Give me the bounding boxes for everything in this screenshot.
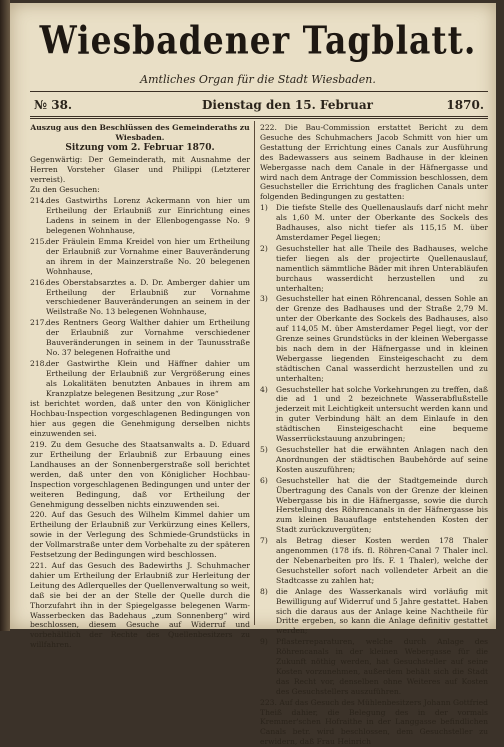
- issue-date: Dienstag den 15. Februar: [202, 98, 373, 112]
- right-intro: 222. Die Bau-Commission erstattet Bericht zu dem Gesuche des Schuhmachers Jacob Schmitt von hier um Gestattung der Errichtung eines Canals zur Ausführung des Badewassers aus seinem Badhause in der kleinen Webergasse nach dem Canale in der Häfnergasse und wird nach dem Antrage der Commission beschlossen, dem Gesuchsteller die Errichtung des fraglichen Canals unter folgenden Bedingungen zu gestatten:: [260, 123, 488, 202]
- issue-year: 1870.: [446, 98, 484, 112]
- list-item: 214.des Gastwirths Lorenz Ackermann von hier um Ertheilung der Erlaubniß zur Einrichtung eines Ladens in seinem in der Ellenbogengasse No. 9 belegenen Wohnhause,: [30, 196, 250, 236]
- header-rule-bottom-double: [30, 118, 488, 119]
- issue-number: № 38.: [34, 98, 73, 112]
- paragraph: ist berichtet worden, daß unter den von Königlicher Hochbau-Inspection vorgeschlagenen Bedingungen von hier aus gegen die Genehmigung derselben nichts einzuwenden sei.: [30, 399, 250, 439]
- right-column: [260, 123, 488, 747]
- list-item: 215.der Fräulein Emma Kreidel von hier um Ertheilung der Erlaubniß zur Vornahme einer Bauveränderung an ihrem in der Mainzerstraße No. 20 belegenen Wohnhause,: [30, 236, 250, 276]
- list-item: 6) Gesuchsteller hat die der Stadtgemeinde durch Übertragung des Canals von der Grenze der kleinen Webergasse bis in die Häfnergasse, sowie die durch Herstellung des Röhrencanals in der Häfnergasse bis zum kleinen Bauauflage entstehenden Kosten der Stadt zurückzuvergüten;: [260, 475, 488, 535]
- left-items-list: [30, 196, 250, 398]
- closing-paragraph: 223. Auf das Gesuch des Mühlenbesitzers Johann Gottfried Theiß dahier, die Belegung des in der vormals Kremmer'schen Hofraithe in der Langgasse befindlichen Canals betr. wird beschlossen, dem Gesuchsteller zu erwidern, daß Frau Heinrich: [260, 697, 488, 747]
- list-item: 217.des Rentners Georg Walther dahier um Ertheilung der Erlaubniß zur Vornahme verschiedener Bauveränderungen in seinem in der Taunusstraße No. 37 belegenen Hofraithe und: [30, 318, 250, 357]
- present-note: Gegenwärtig: Der Gemeinderath, mit Ausnahme der Herren Vorsteher Glaser und Philippi (Letzterer verreist).: [30, 154, 250, 184]
- list-item: 8) die Anlage des Wasserkanals wird vorläufig mit Bewilligung auf Widerruf und 5 Jahre gestattet. Haben sich die daraus aus der Anlage keine Nachtheile für Dritte ergeben, so kann die Anlage definitiv gestattet werden;: [260, 586, 488, 636]
- masthead-subtitle: Amtliches Organ für die Stadt Wiesbaden.: [140, 73, 376, 86]
- paragraph: 220. Auf das Gesuch des Wilhelm Kimmel dahier um Ertheilung der Erlaubniß zur Verkürzung eines Kellers, sowie in der Verlegung des Schmiede-Grundstücks in der Vollmarstraße unter dem Vorbehalte zu der späteren Festsetzung der Bedingungen wird beschlossen.: [30, 510, 250, 560]
- paragraph: 221. Auf das Gesuch des Badewirths J. Schuhmacher dahier um Ertheilung der Erlaubniß zur Herleitung der Leitung des Adlerquelles der Quellenverwaltung so weit, daß sie bei der an der Stelle der Quelle durch die Thorzufahrt ihn in der Spiegelgasse belegenen Warm-Wasserbecken das Badehaus „zum Sonnenberg“ wird beschlossen, diesem Gesuche auf Widerruf und vorbehältlich der Rechte des Quellenbesitzers zu willfahren.: [30, 560, 250, 650]
- masthead-title: Wiesbadener Tagblatt.: [39, 18, 477, 63]
- list-item: 2) Gesuchsteller hat alle Theile des Badhauses, welche tiefer liegen als der projectirte Quellenauslauf, namentlich sämmtliche Bäder mit ihren Unterabläufen burchaus wasserdicht herzustellen und zu unterhalten;: [260, 243, 488, 293]
- newspaper-page: [10, 3, 496, 747]
- list-item: 5) Gesuchsteller hat die erwähnten Anlagen nach den Anordnungen der städtischen Baubehörde auf seine Kosten auszuführen;: [260, 445, 488, 474]
- list-item: 216.des Oberstabsarztes a. D. Dr. Amberger dahier um Ertheilung der Erlaubniß zur Vornahme verschiedener Bauveränderungen an seinem in der Weilstraße No. 13 belegenen Wohnhause,: [30, 277, 250, 317]
- list-item: 9) Pflasterreparaturen, welche durch Anlage des Röhrencanals in der kleinen Webergasse für die Zukunft nöthig werden, hat Gesuchsteller auf seine Kosten vorzunehmen, außerdem behält sich die Stadt das Recht vor, denselben ohne Weiteres auf Kosten des Gesuchstellers auszuführen.: [260, 637, 488, 696]
- paragraph: 219. Zu dem Gesuche des Staatsanwalts a. D. Eduard zur Ertheilung der Erlaubniß zur Erbauung eines Landhauses an der Sonnenbergerstraße soll berichtet werden, daß unter den von Königlicher Hochbau-Inspection vorgeschlagenen Bedingungen und unter der weiteren Bedingung, daß vor Ertheilung der Genehmigung desselben nichts einzuwenden sei.: [30, 440, 250, 509]
- left-heading: Auszug aus den Beschlüssen des Gemeinderaths zu Wiesbaden.: [30, 123, 250, 142]
- left-column: [30, 123, 250, 650]
- intro-text: Zu den Gesuchen:: [30, 185, 100, 195]
- list-item: 4) Gesuchsteller hat solche Vorkehrungen zu treffen, daß die ad 1 und 2 bezeichnete Wasserabflußstelle jederzeit mit Leichtigkeit untersucht werden kann und in guter Verbindung hält an dem Einlaufe in den städtischen Einsteigeschacht eine bequeme Wasserrückstauung anzubringen;: [260, 384, 488, 444]
- header-rule-bottom: [30, 116, 488, 117]
- list-item: 1) Die tiefste Stelle des Quellenauslaufs darf nicht mehr als 1,60 M. unter der Oberkante des Sockels des Badhauses, also nicht tiefer als 115,15 M. über Amsterdamer Pegel liegen;: [260, 203, 488, 242]
- session-heading: Sitzung vom 2. Februar 1870.: [65, 142, 215, 153]
- book-spine: [0, 0, 10, 631]
- issue-bar: [30, 95, 488, 115]
- column-divider: [254, 121, 255, 625]
- list-item: 7) als Betrag dieser Kosten werden 178 Thaler angenommen (178 ifs. fl. Röhren-Canal 7 Thaler incl. der Nebenarbeiten pro lfs. F. 1 Thaler), welche der Gesuchsteller sofort nach vollendeter Arbeit an die Stadtcasse zu zahlen hat;: [260, 536, 488, 585]
- header-rule-top: [30, 91, 488, 92]
- list-item: 218.der Gastwirthe Klein und Häffner dahier um Ertheilung der Erlaubniß zur Vergrößerung eines als Lokalitäten benutzten Anbaues in ihrem am Kranzplatze belegenen Besitzung „zur Rose“: [30, 358, 250, 398]
- list-item: 3) Gesuchsteller hat einen Röhrencanal, dessen Sohle an der Grenze des Badhauses und der Straße 2,79 M. unter der Oberkante des Sockels des Badhauses, also auf 114,05 M. über Amsterdamer Pegel liegt, vor der Grenze seines Grundstücks in der kleinen Webergasse bis nach dem in der Häfnergasse und in kleinen Webergasse liegenden Einsteigeschacht zu dem städtischen Canal wasserdicht herzustellen und zu unterhalten;: [260, 294, 488, 383]
